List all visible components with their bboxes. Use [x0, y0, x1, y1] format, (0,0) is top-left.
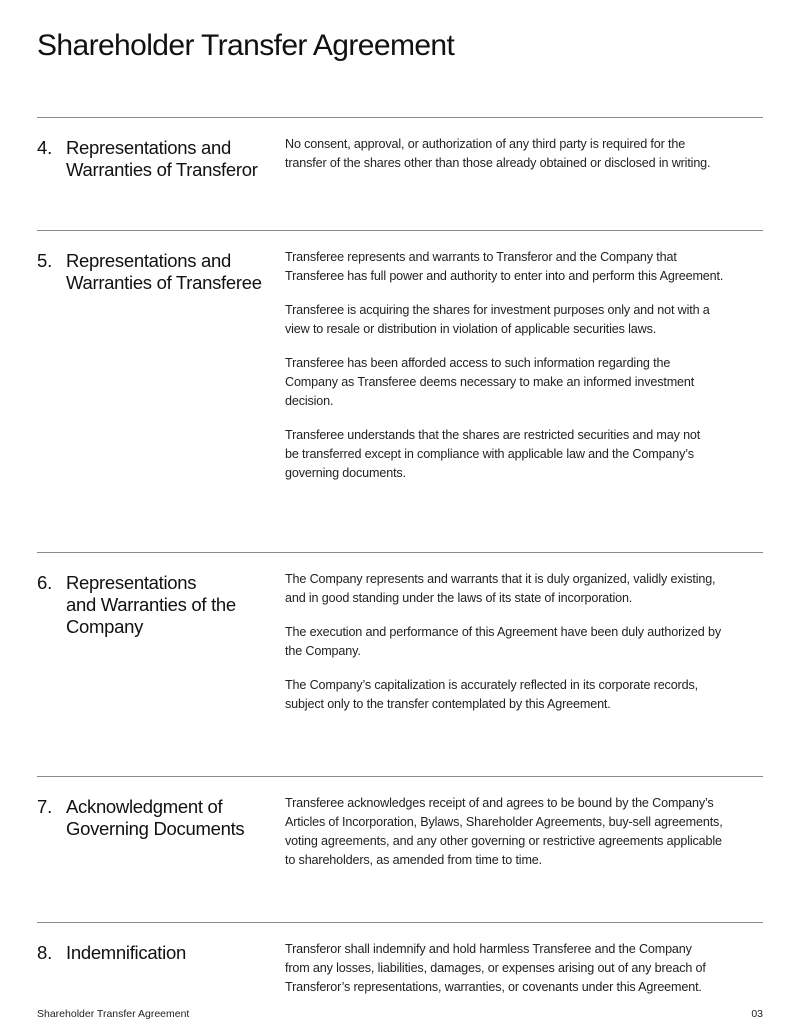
paragraph: [285, 570, 775, 608]
text-line: Transferee has full power and authority to enter into and perform this Agreement.: [285, 269, 724, 283]
heading-line: Company: [66, 616, 144, 637]
heading-line: Governing Documents: [66, 818, 245, 839]
heading-line: Indemnification: [66, 942, 186, 963]
section-body: [285, 135, 775, 188]
heading-line: Warranties of Transferee: [66, 272, 262, 293]
section-body: [285, 248, 775, 498]
section-heading: [66, 250, 276, 294]
text-line: Transferor’s representations, warranties, or covenants under this Agreement.: [285, 980, 702, 994]
section-body: [285, 570, 775, 729]
section-number: 4.: [37, 137, 53, 158]
text-line: be transferred except in compliance with applicable law and the Company’s: [285, 447, 694, 461]
footer-title: Shareholder Transfer Agreement: [37, 1008, 190, 1020]
paragraph: [285, 301, 775, 339]
text-line: Transferee understands that the shares are restricted securities and may not: [285, 428, 701, 442]
paragraph: [285, 940, 775, 997]
page-number: 03: [751, 1008, 763, 1020]
section-number: 6.: [37, 572, 53, 593]
section-8: [37, 922, 763, 994]
text-line: Transferee is acquiring the shares for investment purposes only and not with a: [285, 303, 710, 317]
heading-line: Warranties of Transferor: [66, 159, 258, 180]
text-line: voting agreements, and any other governing or restrictive agreements applicable: [285, 834, 722, 848]
text-line: Company as Transferee deems necessary to make an informed investment: [285, 375, 695, 389]
text-line: view to resale or distribution in violation of applicable securities laws.: [285, 322, 657, 336]
text-line: transfer of the shares other than those already obtained or disclosed in writing.: [285, 156, 711, 170]
text-line: Transferee acknowledges receipt of and agrees to be bound by the Company’s: [285, 796, 714, 810]
section-5: [37, 230, 763, 480]
heading-line: Representations and: [66, 250, 232, 271]
text-line: The Company’s capitalization is accurately reflected in its corporate records,: [285, 678, 698, 692]
section-number: 7.: [37, 796, 53, 817]
paragraph: [285, 135, 775, 173]
text-line: No consent, approval, or authorization of any third party is required for the: [285, 137, 686, 151]
paragraph: [285, 794, 775, 870]
text-line: Transferee has been afforded access to such information regarding the: [285, 356, 671, 370]
text-line: from any losses, liabilities, damages, or expenses arising out of any breach of: [285, 961, 706, 975]
text-line: The execution and performance of this Agreement have been duly authorized by: [285, 625, 721, 639]
text-line: decision.: [285, 394, 334, 408]
text-line: The Company represents and warrants that it is duly organized, validly existing,: [285, 572, 716, 586]
paragraph: [285, 426, 775, 483]
paragraph: [285, 676, 775, 714]
heading-line: Representations and: [66, 137, 232, 158]
text-line: governing documents.: [285, 466, 406, 480]
text-line: to shareholders, as amended from time to time.: [285, 853, 542, 867]
section-heading: [66, 137, 276, 181]
paragraph: [285, 248, 775, 286]
heading-line: Acknowledgment of: [66, 796, 223, 817]
section-heading: [66, 942, 276, 964]
section-body: [285, 794, 775, 885]
text-line: Articles of Incorporation, Bylaws, Shareholder Agreements, buy-sell agreements,: [285, 815, 723, 829]
heading-line: Representations: [66, 572, 197, 593]
paragraph: [285, 623, 775, 661]
text-line: Transferee represents and warrants to Transferor and the Company that: [285, 250, 677, 264]
section-number: 8.: [37, 942, 53, 963]
text-line: Transferor shall indemnify and hold harmless Transferee and the Company: [285, 942, 692, 956]
text-line: subject only to the transfer contemplated by this Agreement.: [285, 697, 611, 711]
paragraph: [285, 354, 775, 411]
section-body: [285, 940, 775, 1012]
section-7: [37, 776, 763, 867]
text-line: the Company.: [285, 644, 361, 658]
section-number: 5.: [37, 250, 53, 271]
text-line: and in good standing under the laws of its state of incorporation.: [285, 591, 633, 605]
document-title: Shareholder Transfer Agreement: [37, 29, 455, 62]
section-6: [37, 552, 763, 711]
section-4: [37, 117, 763, 180]
heading-line: and Warranties of the: [66, 594, 236, 615]
section-heading: [66, 796, 276, 840]
section-heading: [66, 572, 276, 638]
